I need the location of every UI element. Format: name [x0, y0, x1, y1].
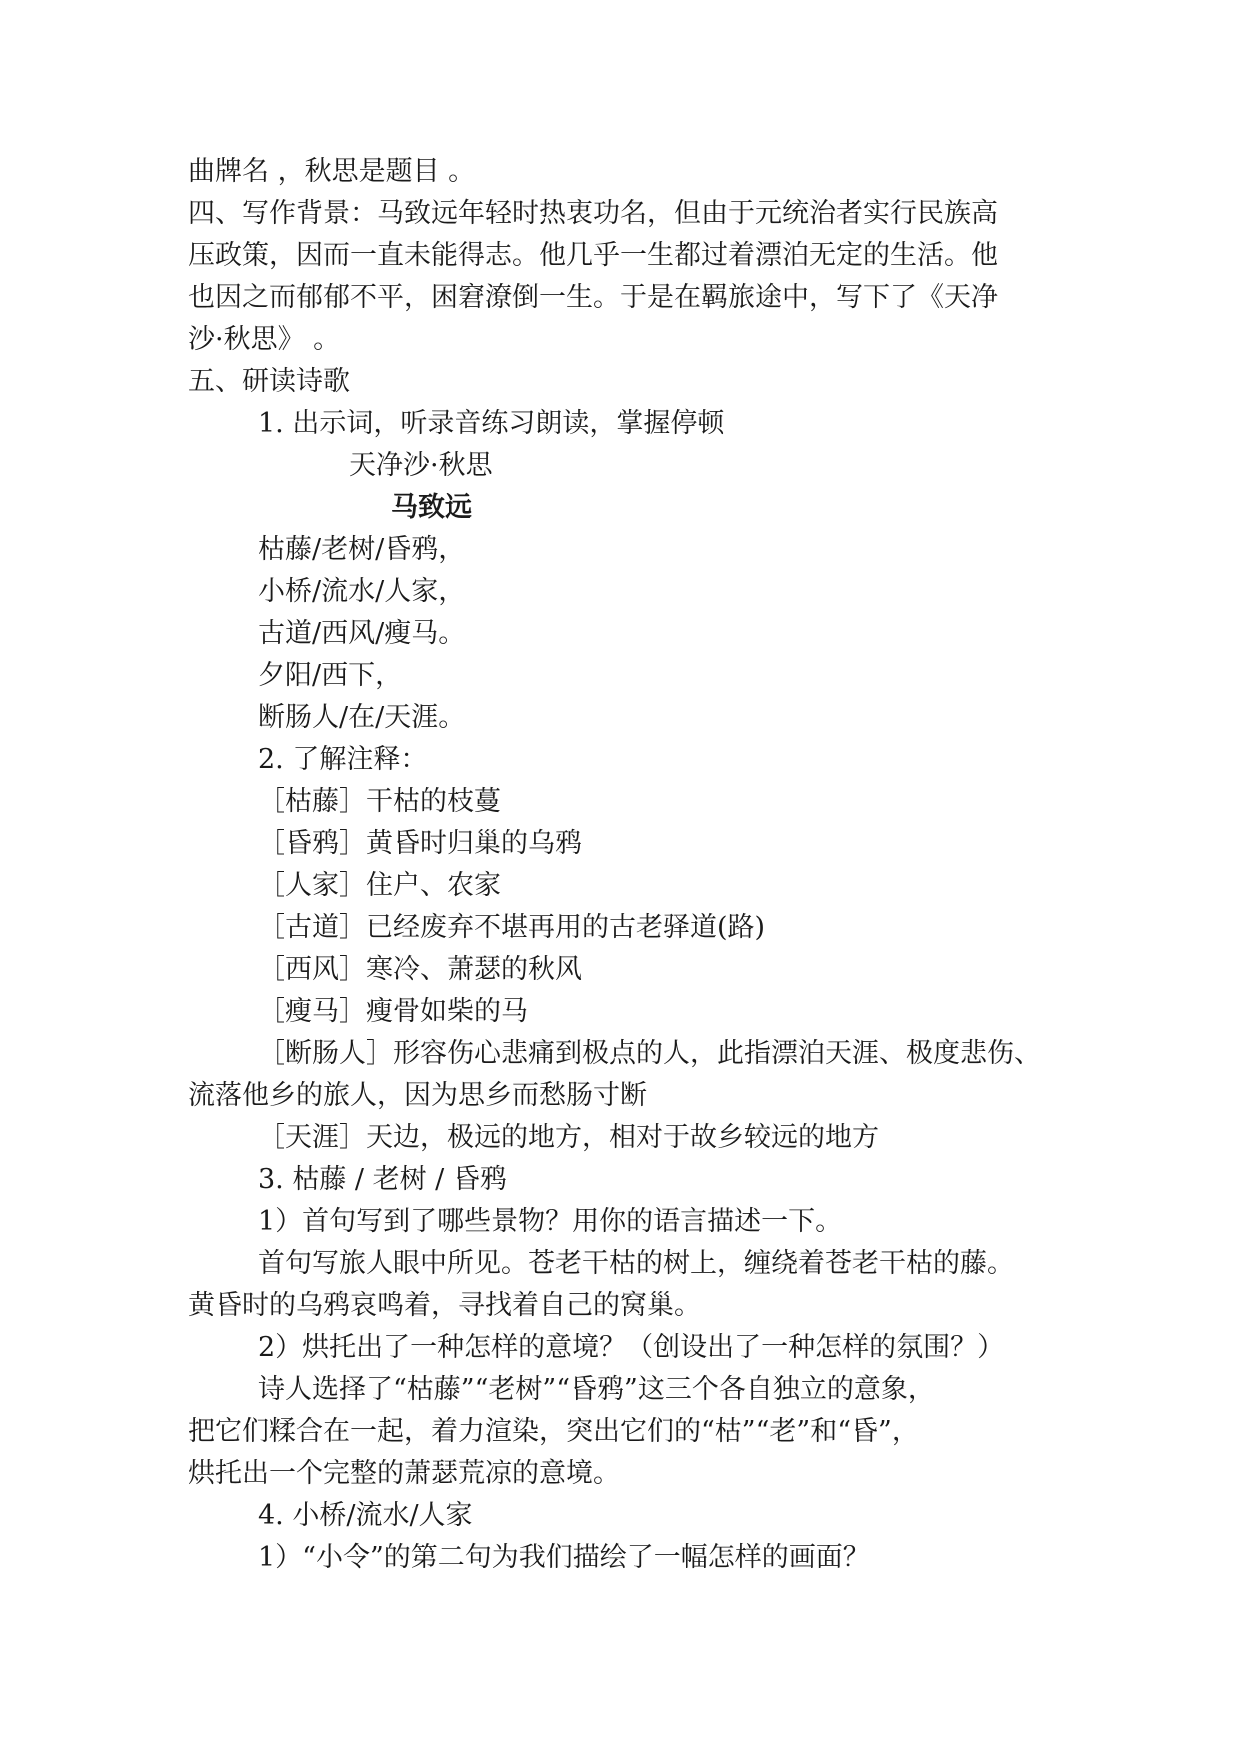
- text-line: 首句写旅人眼中所见。苍老干枯的树上，缠绕着苍老干枯的藤。: [258, 1248, 1014, 1279]
- poem-line: 断肠人/在/天涯。: [258, 702, 466, 733]
- annotation-line: ［昏鸦］黄昏时归巢的乌鸦: [258, 828, 582, 859]
- text-line: 黄昏时的乌鸦哀鸣着，寻找着自己的窝巢。: [188, 1290, 701, 1321]
- annotation-line: ［古道］已经废弃不堪再用的古老驿道(路): [258, 912, 766, 943]
- annotation-line: ［天涯］天边，极远的地方，相对于故乡较远的地方: [258, 1122, 879, 1153]
- annotation-line: 流落他乡的旅人，因为思乡而愁肠寸断: [188, 1080, 647, 1111]
- text-line: 1）首句写到了哪些景物？用你的语言描述一下。: [258, 1206, 843, 1237]
- annotation-line: ［枯藤］干枯的枝蔓: [258, 786, 501, 817]
- text-line: 1. 出示词，听录音练习朗读，掌握停顿: [258, 408, 725, 439]
- text-line: 1）“小令”的第二句为我们描绘了一幅怎样的画面？: [258, 1542, 870, 1573]
- text-line: 烘托出一个完整的萧瑟荒凉的意境。: [188, 1458, 620, 1489]
- text-line: 4. 小桥/流水/人家: [258, 1500, 473, 1531]
- text-line: 沙·秋思》 。: [188, 324, 341, 355]
- text-line: 诗人选择了“枯藤”“老树”“昏鸦”这三个各自独立的意象，: [258, 1374, 935, 1405]
- poem-author: 马致远: [391, 492, 472, 523]
- text-line: 2. 了解注释：: [258, 744, 428, 775]
- text-line: 压政策，因而一直未能得志。他几乎一生都过着漂泊无定的生活。他: [188, 240, 998, 271]
- text-line: 2）烘托出了一种怎样的意境？（创设出了一种怎样的氛围？）: [258, 1332, 1005, 1363]
- annotation-line: ［人家］住户、农家: [258, 870, 501, 901]
- text-line: 把它们糅合在一起，着力渲染，突出它们的“枯”“老”和“昏”，: [188, 1416, 919, 1447]
- poem-line: 枯藤/老树/昏鸦，: [258, 534, 466, 565]
- annotation-line: ［断肠人］形容伤心悲痛到极点的人，此指漂泊天涯、极度悲伤、: [258, 1038, 1041, 1069]
- annotation-line: ［西风］寒冷、萧瑟的秋风: [258, 954, 582, 985]
- text-line: 也因之而郁郁不平，困窘潦倒一生。于是在羁旅途中，写下了《天净: [188, 282, 998, 313]
- poem-line: 小桥/流水/人家，: [258, 576, 466, 607]
- poem-line: 古道/西风/瘦马。: [258, 618, 466, 649]
- poem-title: 天净沙·秋思: [349, 450, 493, 481]
- section-heading: 五、研读诗歌: [188, 366, 350, 397]
- text-line: 四、写作背景：马致远年轻时热衷功名，但由于元统治者实行民族高: [188, 198, 998, 229]
- annotation-line: ［瘦马］瘦骨如柴的马: [258, 996, 528, 1027]
- text-line: 3. 枯藤 / 老树 / 昏鸦: [258, 1164, 507, 1195]
- text-line: 曲牌名 ，秋思是题目 。: [188, 156, 476, 187]
- poem-line: 夕阳/西下，: [258, 660, 403, 691]
